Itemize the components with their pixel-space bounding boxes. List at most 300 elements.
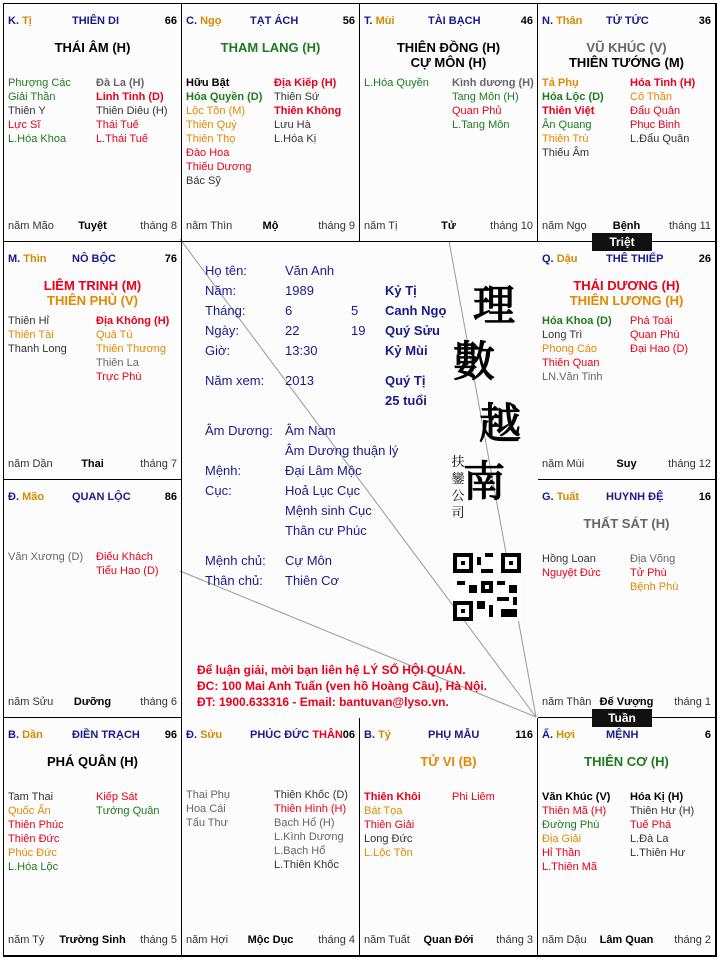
minor-star: Bạch Hổ (H): [274, 817, 335, 829]
minor-star: LN.Văn Tinh: [542, 371, 603, 383]
palace-header: [8, 15, 177, 29]
minor-star: Địa Võng: [630, 553, 676, 565]
star-column-left: [364, 76, 452, 90]
palace-number: 76: [164, 253, 177, 265]
palace-year: năm Mùi: [542, 458, 585, 470]
calligraphy-4: 南: [463, 457, 506, 506]
minor-star: Hữu Bật: [186, 77, 230, 89]
palace-chi: Tị: [22, 15, 32, 27]
palace-chi: Hợi: [556, 729, 575, 741]
palace-number: 96: [164, 729, 177, 741]
palace-chi: Ngọ: [200, 15, 222, 27]
palace-can: Q.: [542, 253, 554, 265]
star-column-right: [274, 788, 360, 872]
palace-mao: [4, 480, 182, 718]
palace-can: B.: [8, 729, 19, 741]
palace-stage: Mộ: [262, 220, 279, 232]
main-star: THIÊN PHỦ (V): [47, 293, 138, 308]
palace-month: tháng 5: [140, 934, 177, 946]
minor-star: Quốc Ấn: [8, 805, 51, 817]
minor-star: L.Kình Dương: [274, 831, 344, 843]
minor-star: Thiên Mã (H): [542, 805, 607, 817]
info-canchi: Quý Sửu: [385, 323, 440, 338]
contact-line-2: ĐC: 100 Mai Anh Tuấn (ven hồ Hoàng Cầu), Hà Nội.: [197, 679, 488, 693]
minor-star: Kình dương (H): [452, 77, 534, 89]
palace-footer: [364, 934, 533, 947]
info-label: Ngày:: [205, 323, 239, 338]
info-canchi: 25 tuổi: [385, 393, 427, 408]
palace-thin: [4, 242, 182, 480]
minor-star: Đường Phù: [542, 819, 600, 831]
palace-header: [542, 253, 711, 267]
minor-star: Quan Phù: [630, 329, 680, 341]
minor-star: Bác Sỹ: [186, 175, 221, 187]
minor-star: Thiên Quý: [186, 119, 237, 131]
minor-star: Lộc Tồn (M): [186, 105, 246, 117]
palace-header: [542, 729, 711, 743]
minor-star: Hóa Kị (H): [630, 791, 684, 803]
palace-number: 116: [515, 729, 533, 741]
seal-stamp: 扶鑾公司: [451, 454, 465, 520]
info-canchi: Kỷ Tị: [385, 283, 417, 298]
palace-header: [8, 253, 177, 267]
palace-footer: [364, 220, 533, 233]
info-value: 22: [285, 323, 300, 338]
info-value: 1989: [285, 283, 314, 298]
minor-star: Văn Khúc (V): [542, 791, 611, 803]
palace-month: tháng 6: [140, 696, 177, 708]
minor-star: Phá Toái: [630, 315, 673, 327]
minor-star: Kiếp Sát: [96, 791, 138, 803]
main-star: PHÁ QUÂN (H): [47, 754, 138, 769]
minor-star: Thiếu Dương: [186, 161, 252, 173]
info-value: Văn Anh: [285, 263, 335, 278]
star-column-right: [630, 76, 716, 146]
palace-month: tháng 3: [496, 934, 533, 946]
minor-star: Thiếu Âm: [542, 147, 590, 159]
star-column-right: [630, 552, 716, 594]
star-column-right: [452, 790, 538, 804]
minor-star: Tiểu Hao (D): [96, 565, 159, 577]
palace-can: K.: [8, 15, 19, 27]
palace-year: năm Tị: [364, 220, 398, 232]
palace-year: năm Tý: [8, 934, 45, 946]
palace-hoi: [538, 718, 716, 956]
info-label: Năm xem:: [205, 373, 265, 388]
palace-suu: [182, 718, 360, 956]
star-column-left: [542, 552, 630, 580]
star-column-left: [542, 76, 630, 160]
star-column-right: [630, 314, 716, 356]
palace-name: PHỤ MẪU: [428, 729, 480, 741]
minor-star: Thiên Khốc (D): [274, 789, 348, 801]
palace-header: [542, 491, 711, 505]
info-value: 13:30: [285, 343, 318, 358]
palace-year: năm Mão: [8, 220, 54, 232]
palace-footer: [8, 220, 177, 233]
minor-star: Thiên Hỉ: [8, 315, 49, 327]
palace-number: 86: [164, 491, 177, 503]
minor-star: L.Thiên Khốc: [274, 859, 339, 871]
minor-star: Hỉ Thần: [542, 847, 581, 859]
minor-star: L.Thiên Mã: [542, 861, 598, 873]
minor-star: Văn Xương (D): [8, 551, 84, 563]
palace-name: MỆNH: [606, 729, 639, 741]
palace-month: tháng 11: [668, 220, 711, 232]
star-column-right: [96, 314, 182, 384]
info-value: Thiên Cơ: [285, 573, 340, 588]
star-column-right: [630, 790, 716, 860]
palace-footer: [8, 458, 177, 471]
center-info-panel: [183, 243, 539, 719]
info-label: Thân chủ:: [205, 573, 263, 588]
minor-star: Hóa Tinh (H): [630, 77, 696, 89]
minor-star: Long Đức: [364, 833, 413, 845]
palace-footer: [542, 220, 711, 233]
palace-header: [8, 491, 177, 505]
minor-star: Địa Giải: [542, 833, 582, 845]
minor-star: Thiên Không: [274, 105, 342, 117]
palace-stage: Lâm Quan: [599, 934, 654, 946]
info-value: Âm Nam: [285, 423, 336, 438]
palace-ty2: [360, 718, 538, 956]
star-column-right: [96, 76, 182, 146]
star-column-left: [8, 314, 96, 356]
tuan-tag: Tuần: [592, 709, 652, 727]
minor-star: L.Đà La: [630, 833, 669, 845]
minor-star: Ân Quang: [542, 119, 592, 131]
palace-can: T.: [364, 15, 373, 27]
palace-can: Đ.: [186, 729, 197, 741]
palace-year: năm Dần: [8, 458, 53, 470]
contact-line-3: ĐT: 1900.633316 - Email: bantuvan@lyso.vn.: [197, 695, 449, 709]
palace-year: năm Thìn: [186, 220, 233, 232]
info-canchi: Canh Ngọ: [385, 303, 447, 318]
palace-stage: Suy: [616, 458, 637, 470]
palace-name: TÀI BẠCH: [428, 15, 481, 27]
main-star: THIÊN LƯƠNG (H): [569, 293, 684, 308]
calligraphy-3: 越: [479, 399, 522, 448]
palace-number: 46: [520, 15, 533, 27]
palace-can: Đ.: [8, 491, 19, 503]
palace-year: năm Dậu: [542, 934, 587, 946]
palace-year: năm Tuất: [364, 934, 410, 946]
info-canchi: Quý Tị: [385, 373, 426, 388]
palace-chi: Mùi: [375, 15, 395, 27]
palace-month: tháng 1: [674, 696, 711, 708]
palace-year: năm Hợi: [186, 934, 229, 946]
info-label: Năm:: [205, 283, 237, 298]
info-value: Đại Lâm Mộc: [285, 463, 362, 478]
minor-star: Thiên Diêu (H): [96, 105, 168, 117]
palace-footer: [542, 934, 711, 947]
minor-star: Thai Phụ: [186, 789, 231, 801]
minor-star: L.Hóa Quyền: [364, 77, 429, 89]
minor-star: Thiên Phúc: [8, 819, 64, 831]
palace-ty: [4, 4, 182, 242]
palace-can: N.: [542, 15, 553, 27]
minor-star: Tướng Quân: [96, 805, 160, 817]
minor-star: Phục Binh: [630, 119, 681, 131]
minor-star: Tam Thai: [8, 791, 54, 803]
info-label: Mệnh chủ:: [205, 553, 266, 568]
palace-chi: Dần: [22, 729, 43, 741]
palace-mui: [360, 4, 538, 242]
palace-number: 6: [704, 729, 711, 741]
minor-star: Cô Thần: [630, 91, 672, 103]
minor-star: L.Thái Tuế: [96, 133, 148, 145]
info-label: Giờ:: [205, 343, 231, 358]
minor-star: Hóa Lộc (D): [542, 91, 604, 103]
star-column-left: [186, 788, 274, 830]
palace-can: B.: [364, 729, 375, 741]
minor-star: L.Bạch Hổ: [274, 845, 326, 857]
minor-star: Đà La (H): [96, 77, 145, 89]
info-value: 6: [285, 303, 293, 318]
palace-name: PHÚC ĐỨC THÂN: [250, 729, 343, 741]
minor-star: Tả Phụ: [542, 77, 579, 89]
palace-month: tháng 2: [674, 934, 711, 946]
star-column-right: [452, 76, 538, 132]
palace-name: NÔ BỘC: [72, 253, 116, 265]
minor-star: Trực Phù: [96, 371, 142, 383]
info-label: Cục:: [205, 483, 232, 498]
palace-month: tháng 8: [140, 220, 177, 232]
info-lunar: 19: [351, 323, 366, 338]
palace-footer: [542, 458, 711, 471]
minor-star: Phong Cáo: [542, 343, 598, 355]
minor-star: Thiên Quan: [542, 357, 600, 369]
palace-name: HUYNH ĐỆ: [606, 491, 664, 503]
star-column-right: [274, 76, 360, 146]
star-column-left: [8, 790, 96, 874]
palace-number: 36: [698, 15, 711, 27]
minor-star: Thiên Hình (H): [274, 803, 347, 815]
palace-dan: [4, 718, 182, 956]
palace-stage: Trường Sinh: [59, 934, 126, 946]
palace-name: ĐIỀN TRẠCH: [72, 729, 140, 741]
minor-star: Thiên Y: [8, 105, 46, 117]
minor-star: Thiên Tài: [8, 329, 54, 341]
palace-chi: Dậu: [556, 253, 578, 265]
minor-star: L.Hóa Kị: [274, 133, 317, 145]
palace-number: 56: [342, 15, 355, 27]
palace-chi: Thìn: [23, 253, 47, 265]
palace-month: tháng 9: [318, 220, 355, 232]
triet-tag: Triệt: [592, 233, 652, 251]
star-column-left: [542, 790, 630, 874]
palace-stage: Thai: [81, 458, 104, 470]
minor-star: Hóa Quyền (D): [186, 91, 263, 103]
info-label: Tháng:: [205, 303, 246, 318]
info-value: Âm Dương thuận lý: [285, 443, 399, 458]
minor-star: L.Hóa Lộc: [8, 861, 59, 873]
minor-star: Thiên Thương: [96, 343, 167, 355]
info-label: Âm Dương:: [205, 423, 273, 438]
palace-can: G.: [542, 491, 554, 503]
minor-star: Tuế Phá: [630, 819, 672, 831]
minor-star: Hoa Cái: [186, 803, 226, 815]
palace-number: 66: [164, 15, 177, 27]
main-star: THIÊN ĐỒNG (H): [396, 40, 501, 55]
palace-header: [186, 15, 355, 29]
star-column-left: [8, 76, 96, 146]
tu-vi-chart: [3, 3, 717, 957]
minor-star: Thiên Sứ: [274, 91, 320, 103]
star-column-right: [96, 550, 182, 578]
minor-star: Hồng Loan: [542, 553, 596, 565]
palace-can: C.: [186, 15, 197, 27]
palace-name: TẠT ÁCH: [250, 15, 299, 27]
minor-star: Thiên Đức: [8, 833, 60, 845]
minor-star: Tử Phù: [630, 567, 667, 579]
minor-star: Lực Sĩ: [8, 119, 41, 131]
palace-chi: Thân: [556, 15, 583, 27]
minor-star: Hóa Khoa (D): [542, 315, 612, 327]
palace-header: [8, 729, 177, 743]
info-label: Mệnh:: [205, 463, 242, 478]
info-label: Họ tên:: [205, 263, 247, 278]
palace-stage: Bệnh: [612, 220, 641, 232]
calligraphy-1: 理: [473, 281, 516, 330]
minor-star: Long Trì: [542, 329, 583, 341]
star-column-left: [186, 76, 274, 188]
main-star: LIÊM TRINH (M): [43, 278, 142, 293]
main-star: THIÊN TƯỚNG (M): [568, 55, 685, 70]
main-star: TỬ VI (B): [420, 754, 477, 769]
minor-star: Địa Không (H): [96, 315, 170, 327]
minor-star: Đẩu Quân: [630, 105, 681, 117]
palace-stage: Dưỡng: [73, 696, 112, 708]
minor-star: Đào Hoa: [186, 147, 230, 159]
palace-chi: Tuất: [556, 491, 580, 503]
star-column-left: [542, 314, 630, 384]
star-column-left: [364, 790, 452, 860]
palace-header: [542, 15, 711, 29]
palace-chi: Tý: [378, 729, 391, 741]
palace-than: [538, 4, 716, 242]
palace-footer: [186, 220, 355, 233]
palace-year: năm Ngọ: [542, 220, 587, 232]
palace-name: THÊ THIẾP: [606, 253, 664, 265]
main-star: THÁI ÂM (H): [54, 40, 131, 55]
palace-number: 26: [698, 253, 711, 265]
palace-name: THIÊN DI: [72, 15, 120, 27]
minor-star: Quan Phủ: [452, 105, 502, 117]
contact-line-1: Để luận giải, mời bạn liên hệ LÝ SỐ HỘI QUÁN.: [197, 663, 466, 677]
minor-star: Điếu Khách: [96, 551, 153, 563]
palace-can: Ấ.: [542, 729, 553, 741]
info-lunar: 5: [351, 303, 359, 318]
minor-star: Phượng Các: [8, 77, 71, 89]
palace-tuat: [538, 480, 716, 718]
palace-stage: Đế Vượng: [599, 696, 654, 708]
info-canchi: Kỷ Mùi: [385, 343, 428, 358]
minor-star: Thiên Trù: [542, 133, 589, 145]
minor-star: Tấu Thư: [186, 817, 229, 829]
palace-name: TỬ TỨC: [606, 15, 649, 27]
palace-month: tháng 10: [490, 220, 533, 232]
minor-star: Thiên Hư (H): [630, 805, 695, 817]
info-value: Cự Môn: [285, 553, 332, 568]
minor-star: Quả Tú: [96, 329, 133, 341]
minor-star: Lưu Hà: [274, 119, 311, 131]
palace-footer: [186, 934, 355, 947]
palace-ngo: [182, 4, 360, 242]
palace-can: M.: [8, 253, 21, 265]
main-star: THAM LANG (H): [220, 40, 321, 55]
minor-star: Phi Liêm: [452, 791, 495, 803]
minor-star: Tang Môn (H): [452, 91, 519, 103]
star-column-right: [96, 790, 182, 818]
minor-star: Bát Tọa: [364, 805, 403, 817]
palace-chi: Mão: [22, 491, 45, 503]
main-star: THIÊN CƠ (H): [584, 754, 669, 769]
palace-chi: Sửu: [200, 729, 223, 741]
palace-header: [364, 729, 533, 743]
minor-star: L.Đẩu Quân: [630, 133, 690, 145]
palace-stage: Tuyệt: [78, 220, 107, 232]
palace-month: tháng 12: [668, 458, 711, 470]
minor-star: Thiên La: [96, 357, 139, 369]
minor-star: L.Hóa Khoa: [8, 133, 67, 145]
star-column-left: [8, 550, 96, 564]
info-value: 2013: [285, 373, 314, 388]
minor-star: L.Lộc Tồn: [364, 847, 413, 859]
palace-dau: [538, 242, 716, 480]
minor-star: Thiên Khôi: [364, 791, 421, 803]
palace-footer: [8, 934, 177, 947]
palace-number: 06: [342, 729, 355, 741]
main-star: CỰ MÔN (H): [410, 55, 487, 70]
palace-stage: Mộc Dục: [247, 934, 294, 946]
minor-star: Thanh Long: [8, 343, 67, 355]
palace-month: tháng 4: [318, 934, 355, 946]
palace-year: năm Sửu: [8, 696, 54, 708]
minor-star: Thiên Việt: [542, 105, 595, 117]
info-value: Mệnh sinh Cục: [285, 503, 372, 518]
minor-star: Thái Tuế: [96, 119, 139, 131]
palace-year: năm Thân: [542, 696, 592, 708]
qr-code: [453, 553, 521, 621]
minor-star: Phúc Đức: [8, 847, 57, 859]
palace-month: tháng 7: [140, 458, 177, 470]
info-value: Hoả Lục Cục: [285, 483, 361, 498]
palace-footer: [542, 696, 711, 709]
palace-header: [186, 729, 355, 743]
minor-star: L.Tang Môn: [452, 119, 510, 131]
palace-footer: [8, 696, 177, 709]
main-star: THẤT SÁT (H): [583, 516, 670, 531]
minor-star: Nguyệt Đức: [542, 567, 601, 579]
palace-stage: Quan Đới: [423, 934, 474, 946]
minor-star: Linh Tinh (D): [96, 91, 164, 103]
minor-star: Bệnh Phù: [630, 581, 679, 593]
minor-star: Thiên Thọ: [186, 133, 236, 145]
palace-stage: Tử: [441, 220, 456, 232]
main-star: VŨ KHÚC (V): [586, 40, 667, 55]
minor-star: Giải Thần: [8, 91, 56, 103]
main-star: THÁI DƯƠNG (H): [573, 278, 680, 293]
minor-star: Địa Kiếp (H): [274, 77, 337, 89]
info-value: Thân cư Phúc: [285, 523, 367, 538]
minor-star: Đại Hao (D): [630, 343, 689, 355]
calligraphy-2: 數: [453, 337, 496, 386]
minor-star: L.Thiên Hư: [630, 847, 686, 859]
palace-number: 16: [698, 491, 711, 503]
minor-star: Thiên Giải: [364, 819, 415, 831]
palace-name: QUAN LỘC: [72, 491, 131, 503]
